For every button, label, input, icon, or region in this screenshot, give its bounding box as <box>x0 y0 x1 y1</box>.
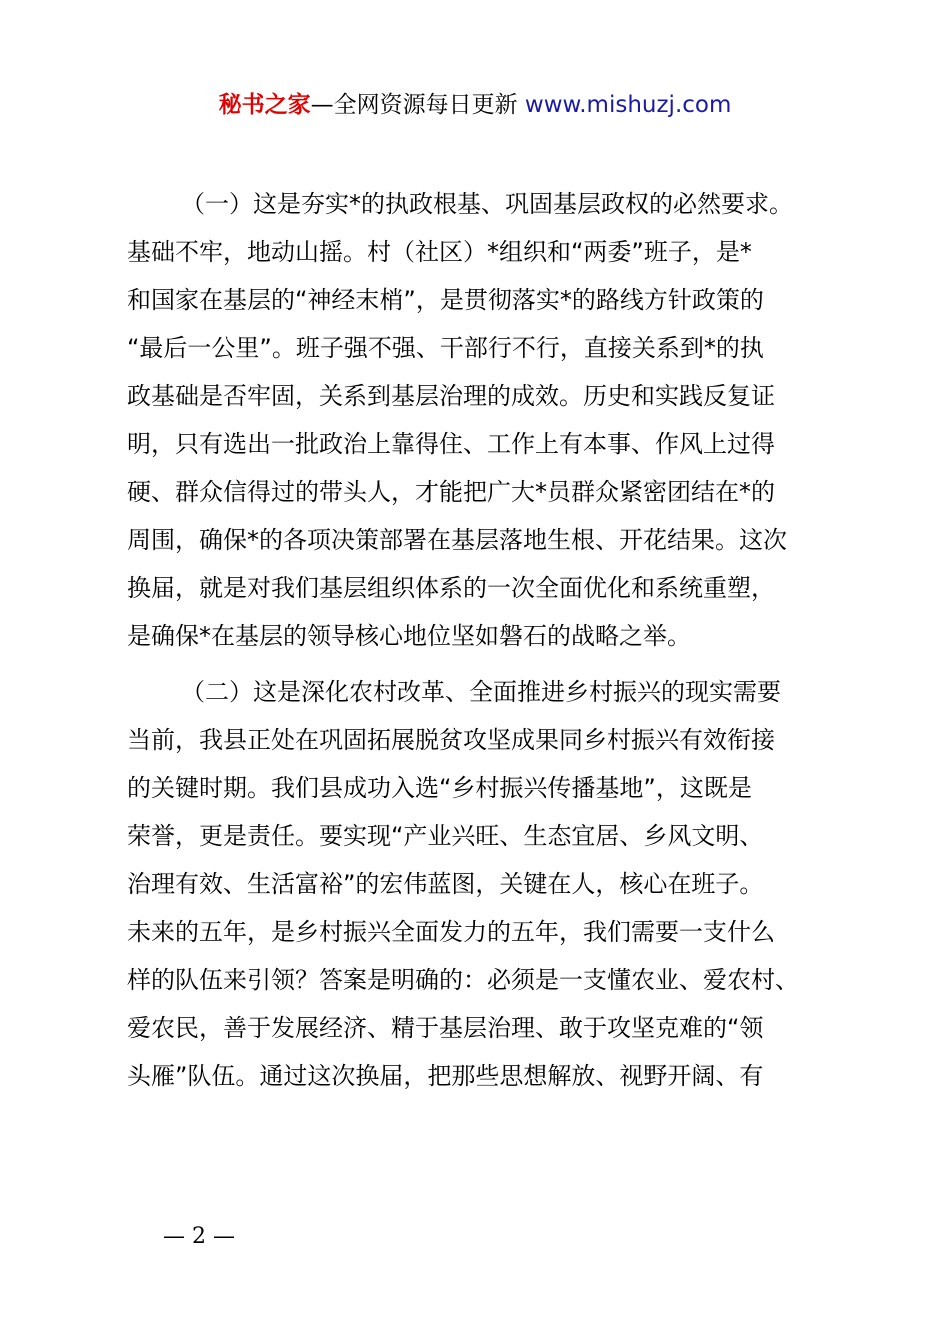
text-line: 和国家在基层的“神经末梢”，是贯彻落实*的路线方针政策的 <box>127 286 764 314</box>
text-line: 治理有效、生活富裕”的宏伟蓝图，关键在人，核心在班子。 <box>127 870 764 898</box>
text-line: 的关键时期。我们县成功入选“乡村振兴传播基地”，这既是 <box>127 774 752 802</box>
paragraph-1 <box>127 180 847 660</box>
text-line: 荣誉，更是责任。要实现“产业兴旺、生态宜居、乡风文明、 <box>127 822 764 850</box>
text-line: 当前，我县正处在巩固拓展脱贫攻坚成果同乡村振兴有效衔接 <box>127 726 775 754</box>
text-line: 样的队伍来引领？答案是明确的：必须是一支懂农业、爱农村、 <box>127 966 799 994</box>
text-line: （一）这是夯实*的执政根基、巩固基层政权的必然要求。 <box>181 190 793 218</box>
text-line: 基础不牢，地动山摇。村（社区）*组织和“两委”班子，是* <box>127 238 752 266</box>
page-header <box>0 88 950 122</box>
site-url-link[interactable]: www.mishuzj.com <box>524 92 732 118</box>
text-line: 明，只有选出一批政治上靠得住、工作上有本事、作风上过得 <box>127 430 775 458</box>
text-line: 换届，就是对我们基层组织体系的一次全面优化和系统重塑， <box>127 574 775 602</box>
paragraph-2 <box>127 668 847 1100</box>
text-line: 爱农民，善于发展经济、精于基层治理、敢于攻坚克难的“领 <box>127 1014 764 1042</box>
document-body <box>127 180 847 1100</box>
text-line: “最后一公里”。班子强不强、干部行不行，直接关系到*的执 <box>127 334 764 362</box>
site-brand: 秘书之家 <box>218 92 311 118</box>
site-tagline: —全网资源每日更新 <box>310 92 525 118</box>
text-line: （二）这是深化农村改革、全面推进乡村振兴的现实需要 <box>181 678 781 706</box>
text-line: 硬、群众信得过的带头人，才能把广大*员群众紧密团结在*的 <box>127 478 775 506</box>
page-number: — 2 — <box>163 1224 235 1249</box>
text-line: 周围，确保*的各项决策部署在基层落地生根、开花结果。这次 <box>127 526 787 554</box>
text-line: 政基础是否牢固，关系到基层治理的成效。历史和实践反复证 <box>127 382 775 410</box>
text-line: 未来的五年，是乡村振兴全面发力的五年，我们需要一支什么 <box>127 918 775 946</box>
text-line: 是确保*在基层的领导核心地位坚如磐石的战略之举。 <box>127 622 691 650</box>
text-line: 头雁”队伍。通过这次换届，把那些思想解放、视野开阔、有 <box>127 1062 764 1090</box>
